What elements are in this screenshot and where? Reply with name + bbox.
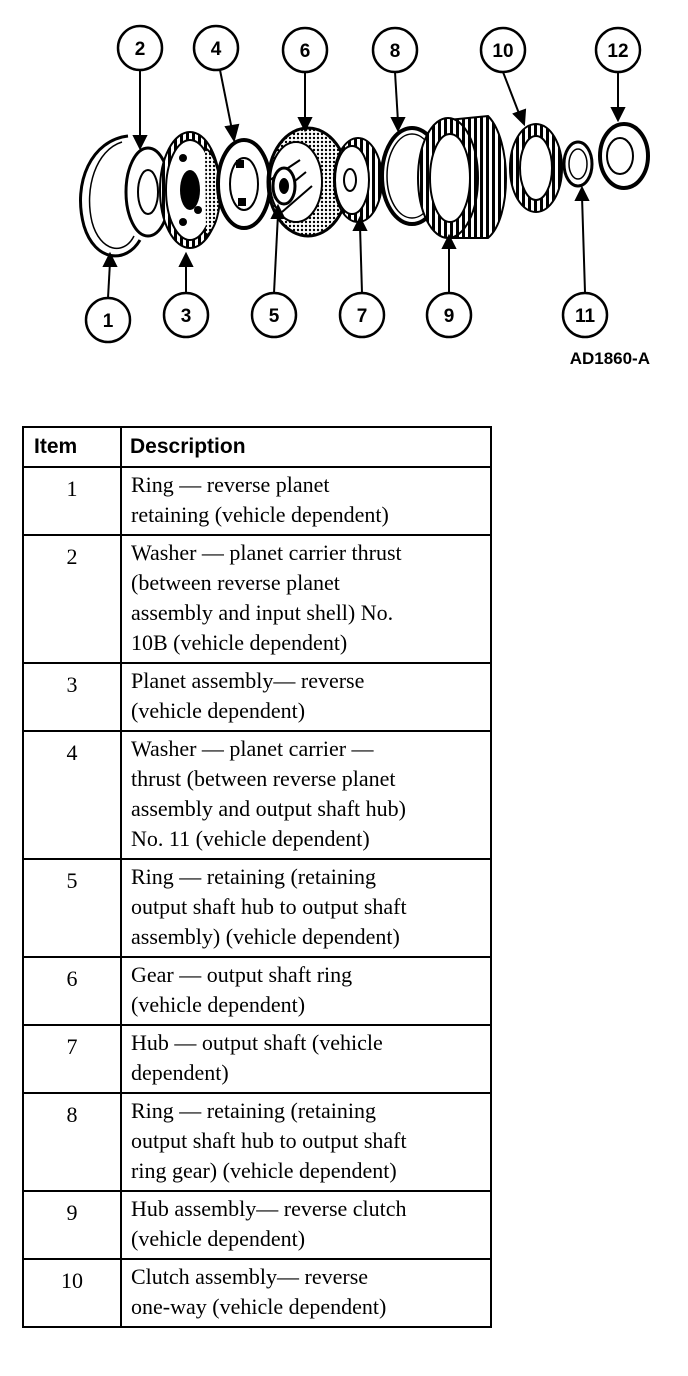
item-number: 1 (23, 467, 121, 535)
callout-4 (194, 26, 238, 70)
item-number: 3 (23, 663, 121, 731)
callout-8 (373, 28, 417, 72)
callout-label: 4 (210, 39, 222, 60)
description-line: retaining (vehicle dependent) (131, 502, 389, 527)
description-line: Washer — planet carrier — (131, 736, 374, 761)
callout-label: 2 (134, 39, 146, 60)
description-line: one-way (vehicle dependent) (131, 1294, 387, 1319)
callout-10 (481, 28, 525, 72)
part-4-thrust-washer (218, 140, 270, 228)
parts-table-body (23, 467, 491, 1327)
description-line: Gear — output shaft ring (131, 962, 353, 987)
callout-label: 5 (268, 306, 280, 327)
item-description (121, 1259, 491, 1327)
part-12-bearing (600, 124, 648, 188)
description-line: output shaft hub to output shaft (131, 894, 407, 919)
item-description (121, 1191, 491, 1259)
item-number: 7 (23, 1025, 121, 1093)
item-number: 5 (23, 859, 121, 957)
callout-label: 7 (356, 306, 368, 327)
description-line: Ring — retaining (retaining (131, 1098, 376, 1123)
description-line: Hub — output shaft (vehicle (131, 1030, 383, 1055)
callout-label: 1 (102, 311, 114, 332)
item-number: 6 (23, 957, 121, 1025)
part-11-ring (564, 142, 592, 186)
header-item: Item (23, 427, 121, 467)
figure-code: AD1860-A (569, 349, 650, 368)
description-line: dependent) (131, 1060, 229, 1085)
item-number: 4 (23, 731, 121, 859)
description-line: Planet assembly— reverse (131, 668, 365, 693)
item-description (121, 467, 491, 535)
table-row (23, 467, 491, 535)
description-line: (vehicle dependent) (131, 992, 306, 1017)
table-row (23, 1259, 491, 1327)
table-row (23, 663, 491, 731)
description-line: Ring — reverse planet (131, 472, 330, 497)
callout-7 (340, 293, 384, 337)
item-description (121, 957, 491, 1025)
description-line: assembly) (vehicle dependent) (131, 924, 400, 949)
table-header-row (23, 427, 491, 467)
callout-2 (118, 26, 162, 70)
table-row (23, 535, 491, 663)
item-number: 10 (23, 1259, 121, 1327)
description-line: No. 11 (vehicle dependent) (131, 826, 370, 851)
item-description (121, 1025, 491, 1093)
callout-9 (427, 293, 471, 337)
callout-5 (252, 293, 296, 337)
item-description (121, 663, 491, 731)
description-line: assembly and output shaft hub) (131, 796, 406, 821)
description-line: Ring — retaining (retaining (131, 864, 376, 889)
item-description (121, 1093, 491, 1191)
table-row (23, 957, 491, 1025)
description-line: (vehicle dependent) (131, 1226, 306, 1251)
description-line: Hub assembly— reverse clutch (131, 1196, 407, 1221)
part-7-output-shaft-hub (334, 138, 382, 222)
callout-1 (86, 298, 130, 342)
description-line: thrust (between reverse planet (131, 766, 396, 791)
description-line: ring gear) (vehicle dependent) (131, 1158, 397, 1183)
description-line: Washer — planet carrier thrust (131, 540, 402, 565)
callout-12 (596, 28, 640, 72)
callout-6 (283, 28, 327, 72)
part-3-planet-assembly (160, 132, 220, 248)
description-line: Clutch assembly— reverse (131, 1264, 369, 1289)
header-description: Description (121, 427, 491, 467)
callout-11 (563, 293, 607, 337)
part-5-retaining-ring (273, 168, 295, 204)
description-line: output shaft hub to output shaft (131, 1128, 407, 1153)
table-row (23, 1191, 491, 1259)
table-row (23, 1093, 491, 1191)
table-row (23, 731, 491, 859)
callout-3 (164, 293, 208, 337)
callout-label: 3 (180, 306, 192, 327)
callout-label: 6 (299, 41, 311, 62)
callout-label: 12 (607, 41, 629, 62)
description-line: assembly and input shell) No. (131, 600, 394, 625)
description-line: 10B (vehicle dependent) (131, 630, 348, 655)
item-number: 9 (23, 1191, 121, 1259)
item-number: 8 (23, 1093, 121, 1191)
callout-label: 8 (389, 41, 401, 62)
callout-label: 11 (574, 306, 596, 327)
table-row (23, 1025, 491, 1093)
item-description (121, 731, 491, 859)
description-line: (vehicle dependent) (131, 698, 306, 723)
description-line: (between reverse planet (131, 570, 340, 595)
parts-table (22, 426, 492, 1328)
part-9-clutch-hub-assembly (418, 116, 506, 238)
table-row (23, 859, 491, 957)
callout-label: 10 (492, 41, 514, 62)
item-number: 2 (23, 535, 121, 663)
part-10-one-way-clutch (510, 124, 562, 212)
callout-label: 9 (443, 306, 455, 327)
item-description (121, 859, 491, 957)
exploded-parts-diagram (0, 0, 688, 390)
item-description (121, 535, 491, 663)
